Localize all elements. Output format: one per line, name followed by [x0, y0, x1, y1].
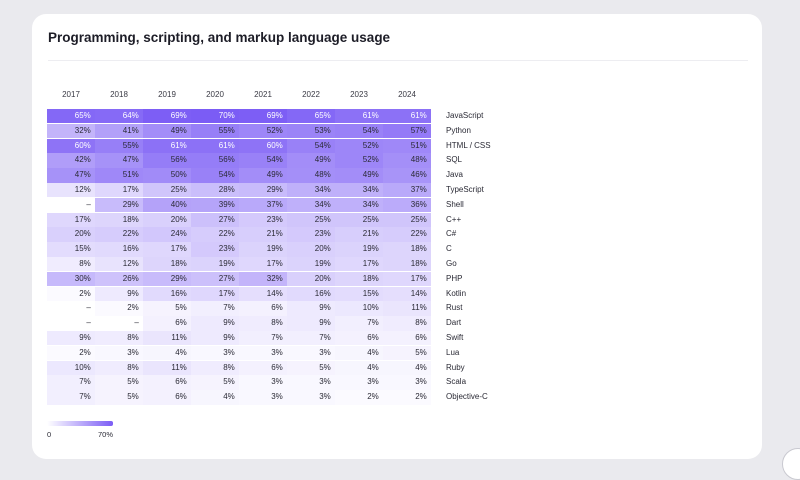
heatmap-cell: – [47, 316, 95, 330]
heatmap-cell: 49% [239, 168, 287, 182]
heatmap-cell: 17% [47, 213, 95, 227]
heatmap-cell: 3% [287, 375, 335, 389]
heatmap-cell: 18% [95, 213, 143, 227]
heatmap-cell: 5% [95, 390, 143, 404]
language-label: Lua [446, 347, 460, 357]
heatmap-cell: 6% [335, 331, 383, 345]
heatmap-cell: 19% [287, 257, 335, 271]
heatmap-cell: 46% [383, 168, 431, 182]
heatmap-cell: 61% [191, 139, 239, 153]
heatmap-cell: 54% [191, 168, 239, 182]
language-label: PHP [446, 273, 463, 283]
heatmap-cell: 17% [239, 257, 287, 271]
heatmap-cell: 48% [383, 153, 431, 167]
heatmap-cell: 30% [47, 272, 95, 286]
legend-gradient-bar [47, 421, 113, 426]
heatmap-cell: 6% [239, 301, 287, 315]
heatmap-cell: 20% [47, 227, 95, 241]
heatmap-cell: 9% [191, 316, 239, 330]
heatmap-cell: 21% [335, 227, 383, 241]
heatmap-cell: 19% [239, 242, 287, 256]
heatmap-cell: 5% [191, 375, 239, 389]
heatmap-cell: 60% [47, 139, 95, 153]
heatmap-cell: 3% [239, 375, 287, 389]
heatmap-cell: 61% [143, 139, 191, 153]
heatmap-cell: 24% [143, 227, 191, 241]
heatmap-cell: 18% [383, 242, 431, 256]
scroll-button[interactable] [782, 448, 800, 480]
heatmap-cell: 2% [383, 390, 431, 404]
heatmap-cell: 9% [287, 316, 335, 330]
heatmap-cell: 39% [191, 198, 239, 212]
year-label: 2024 [398, 90, 416, 99]
heatmap-cell: 25% [287, 213, 335, 227]
heatmap-cell: 56% [143, 153, 191, 167]
heatmap-cell: 4% [191, 390, 239, 404]
year-label: 2018 [110, 90, 128, 99]
language-label: Ruby [446, 362, 465, 372]
heatmap-cell: 7% [191, 301, 239, 315]
heatmap-cell: 69% [239, 109, 287, 123]
heatmap-cell: 3% [287, 390, 335, 404]
heatmap-cell: 65% [287, 109, 335, 123]
heatmap-cell: 25% [383, 213, 431, 227]
heatmap-cell: 34% [335, 198, 383, 212]
heatmap-cell: 54% [239, 153, 287, 167]
heatmap-cell: 9% [191, 331, 239, 345]
language-label: C [446, 244, 452, 254]
heatmap-cell: 18% [143, 257, 191, 271]
heatmap-cell: 61% [383, 109, 431, 123]
language-label: Rust [446, 303, 463, 313]
language-label: Scala [446, 377, 467, 387]
heatmap-cell: 3% [239, 390, 287, 404]
year-label: 2022 [302, 90, 320, 99]
language-label: Java [446, 170, 463, 180]
heatmap-cell: 8% [47, 257, 95, 271]
heatmap-cell: 25% [335, 213, 383, 227]
heatmap-cell: 6% [143, 390, 191, 404]
heatmap-cell: 8% [191, 361, 239, 375]
heatmap-cell: 15% [335, 287, 383, 301]
heatmap-cell: 28% [191, 183, 239, 197]
heatmap-cell: 6% [239, 361, 287, 375]
year-label: 2023 [350, 90, 368, 99]
heatmap-cell: 19% [191, 257, 239, 271]
heatmap-cell: 14% [383, 287, 431, 301]
heatmap-cell: 70% [191, 109, 239, 123]
heatmap-cell: 7% [287, 331, 335, 345]
heatmap-cell: 17% [191, 287, 239, 301]
language-label: JavaScript [446, 111, 484, 120]
heatmap-cell: 3% [335, 375, 383, 389]
heatmap-cell: 19% [335, 242, 383, 256]
heatmap-cell: 22% [191, 227, 239, 241]
heatmap-cell: 20% [287, 272, 335, 286]
heatmap-cell: 34% [287, 198, 335, 212]
heatmap-cell: 23% [287, 227, 335, 241]
heatmap-cell: 29% [95, 198, 143, 212]
heatmap-cell: 21% [239, 227, 287, 241]
language-label: Kotlin [446, 288, 467, 298]
heatmap-cell: 14% [239, 287, 287, 301]
heatmap-cell: 34% [335, 183, 383, 197]
language-label: TypeScript [446, 185, 484, 194]
language-label: Python [446, 125, 471, 135]
heatmap-cell: 40% [143, 198, 191, 212]
heatmap-cell: 47% [95, 153, 143, 167]
language-label: C# [446, 229, 457, 239]
heatmap-cell: 36% [383, 198, 431, 212]
language-label: HTML / CSS [446, 140, 491, 150]
heatmap-cell: 3% [191, 346, 239, 360]
heatmap-cell: 22% [383, 227, 431, 241]
heatmap-cell: 2% [335, 390, 383, 404]
heatmap-cell: – [47, 198, 95, 212]
heatmap-cell: 29% [143, 272, 191, 286]
heatmap-cell: 55% [95, 139, 143, 153]
heatmap-cell: 27% [191, 213, 239, 227]
heatmap-cell: 4% [335, 361, 383, 375]
heatmap-cell: 7% [47, 375, 95, 389]
heatmap-cell: 29% [239, 183, 287, 197]
heatmap-cell: 25% [143, 183, 191, 197]
heatmap-cell: 52% [335, 153, 383, 167]
heatmap-cell: 2% [47, 346, 95, 360]
heatmap-cell: 7% [47, 390, 95, 404]
heatmap-cell: 49% [287, 153, 335, 167]
heatmap-cell: 11% [383, 301, 431, 315]
heatmap-cell: 65% [47, 109, 95, 123]
heatmap-cell: 9% [287, 301, 335, 315]
heatmap-cell: 57% [383, 124, 431, 138]
heatmap-cell: 2% [95, 301, 143, 315]
heatmap-cell: 17% [383, 272, 431, 286]
heatmap-cell: 53% [287, 124, 335, 138]
heatmap-cell: 54% [335, 124, 383, 138]
legend-max-label: 70% [98, 430, 114, 439]
heatmap-cell: 4% [143, 346, 191, 360]
heatmap-cell: 55% [191, 124, 239, 138]
heatmap-cell: 32% [239, 272, 287, 286]
heatmap-cell: 64% [95, 109, 143, 123]
heatmap-cell: 3% [383, 375, 431, 389]
heatmap-cell: 5% [95, 375, 143, 389]
heatmap-cell: 5% [143, 301, 191, 315]
heatmap-cell: 8% [383, 316, 431, 330]
heatmap-cell: 11% [143, 331, 191, 345]
heatmap-cell: 7% [335, 316, 383, 330]
heatmap-cell: 18% [335, 272, 383, 286]
heatmap-cell: 16% [143, 287, 191, 301]
year-label: 2020 [206, 90, 224, 99]
heatmap-cell: 61% [335, 109, 383, 123]
heatmap-cell: 6% [143, 375, 191, 389]
heatmap-cell: – [95, 316, 143, 330]
heatmap-cell: 9% [95, 287, 143, 301]
heatmap-cell: 34% [287, 183, 335, 197]
language-label: Objective-C [446, 392, 488, 402]
heatmap-cell: 56% [191, 153, 239, 167]
heatmap-cell: 27% [191, 272, 239, 286]
heatmap-cell: 5% [383, 346, 431, 360]
heatmap-cell: 12% [47, 183, 95, 197]
heatmap-cell: 47% [47, 168, 95, 182]
heatmap-cell: 10% [47, 361, 95, 375]
heatmap-cell: 23% [191, 242, 239, 256]
chart-card [32, 14, 762, 459]
heatmap-cell: 9% [47, 331, 95, 345]
heatmap-cell: 32% [47, 124, 95, 138]
language-label: Swift [446, 333, 464, 342]
heatmap-cell: 60% [239, 139, 287, 153]
language-label: SQL [446, 155, 463, 165]
heatmap-cell: 54% [287, 139, 335, 153]
heatmap-cell: 50% [143, 168, 191, 182]
heatmap-cell: 52% [335, 139, 383, 153]
heatmap-cell: 37% [383, 183, 431, 197]
heatmap-cell: 2% [47, 287, 95, 301]
heatmap-cell: 23% [239, 213, 287, 227]
heatmap-cell: 10% [335, 301, 383, 315]
heatmap-cell: 17% [335, 257, 383, 271]
heatmap-cell: 16% [287, 287, 335, 301]
heatmap-cell: 18% [383, 257, 431, 271]
legend-min-label: 0 [47, 430, 52, 439]
heatmap-cell: 6% [143, 316, 191, 330]
heatmap-cell: 51% [383, 139, 431, 153]
heatmap-cell: 49% [143, 124, 191, 138]
heatmap-cell: 6% [383, 331, 431, 345]
heatmap-cell: 20% [143, 213, 191, 227]
heatmap-cell: 52% [239, 124, 287, 138]
heatmap-cell: 26% [95, 272, 143, 286]
heatmap-cell: 12% [95, 257, 143, 271]
title-divider [48, 60, 748, 61]
heatmap-cell: 20% [287, 242, 335, 256]
heatmap-cell: 11% [143, 361, 191, 375]
heatmap-cell: 69% [143, 109, 191, 123]
heatmap-cell: 48% [287, 168, 335, 182]
language-label: Go [446, 259, 457, 268]
heatmap-cell: 17% [95, 183, 143, 197]
heatmap-cell: 37% [239, 198, 287, 212]
heatmap-cell: 3% [95, 346, 143, 360]
heatmap-cell: 3% [287, 346, 335, 360]
heatmap-cell: 8% [95, 361, 143, 375]
heatmap-cell: 16% [95, 242, 143, 256]
heatmap-cell: 17% [143, 242, 191, 256]
heatmap-cell: 7% [239, 331, 287, 345]
heatmap-cell: 22% [95, 227, 143, 241]
heatmap-cell: 15% [47, 242, 95, 256]
heatmap-cell: 5% [287, 361, 335, 375]
heatmap-cell: – [47, 301, 95, 315]
heatmap-cell: 3% [239, 346, 287, 360]
year-label: 2021 [254, 90, 272, 99]
heatmap-cell: 51% [95, 168, 143, 182]
heatmap-cell: 8% [95, 331, 143, 345]
language-label: Shell [446, 199, 464, 209]
chart-title: Programming, scripting, and markup language usage [48, 30, 391, 45]
year-label: 2019 [158, 90, 176, 99]
heatmap-cell: 42% [47, 153, 95, 167]
language-label: Dart [446, 318, 462, 328]
heatmap-cell: 4% [335, 346, 383, 360]
year-label: 2017 [62, 90, 80, 99]
language-label: C++ [446, 214, 462, 224]
heatmap-cell: 49% [335, 168, 383, 182]
heatmap-cell: 41% [95, 124, 143, 138]
heatmap-cell: 8% [239, 316, 287, 330]
heatmap-cell: 4% [383, 361, 431, 375]
